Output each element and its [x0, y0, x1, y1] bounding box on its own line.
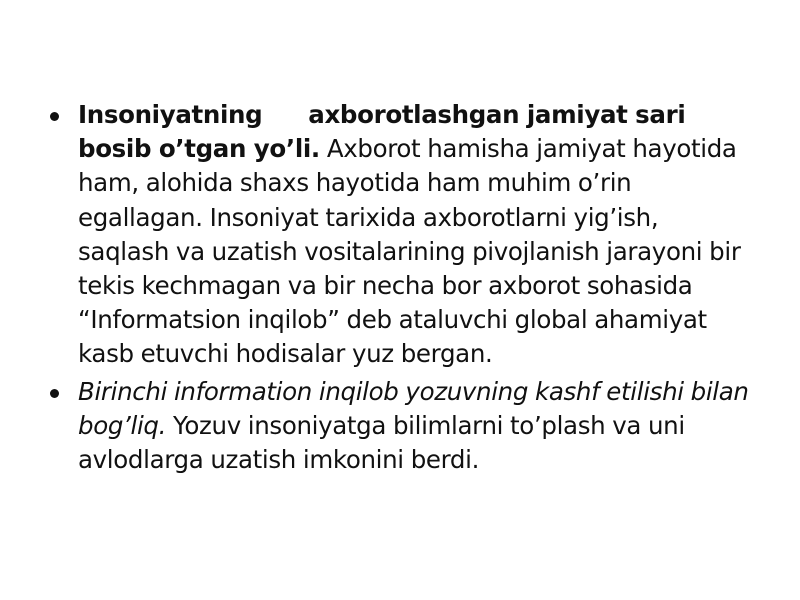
bullet-lead-italic: Birinchi information inqilob yozuvning kashf etilishi bilan bog’liq. [78, 376, 749, 440]
bullet-list [44, 98, 756, 477]
bullet-lead-part1: Insoniyatning [78, 100, 263, 129]
bullet-body-text: Yozuv insoniyatga bilimlarni to’plash va uni avlodlarga uzatish imkonini berdi. [78, 410, 685, 475]
bullet-dot-icon [50, 389, 59, 398]
bullet-item [44, 375, 756, 478]
bullet-body-text: Axborot hamisha jamiyat hayotida ham, alohida shaxs hayotida ham muhim o’rin egallagan. Insoniyat tarixida axborotlarni yig’ish, saqlash va uzatish vositalarining pivojlanish jarayoni bir tekis kechmagan va bir necha bor axborot sohasida “Informatsion inqilob” deb ataluvchi global ahamiyat kasb etuvchi hodisalar yuz bergan. [78, 134, 741, 369]
bullet-item [44, 98, 756, 372]
bullet-lead-part2: axborotlashgan jamiyat sari bosib o’tgan yo’li. [78, 100, 686, 164]
bullet-dot-icon [50, 112, 59, 121]
